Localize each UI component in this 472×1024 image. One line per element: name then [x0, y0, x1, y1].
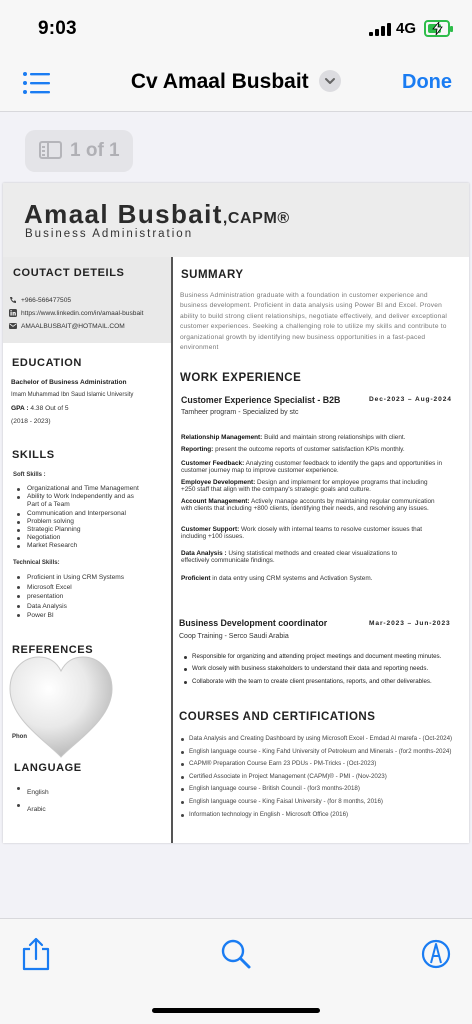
list-item: presentation	[15, 592, 165, 602]
summary-heading: SUMMARY	[181, 269, 244, 281]
list-item: Work closely with business stakeholders to understand their data and reporting needs.	[182, 663, 441, 675]
list-item: Arabic	[15, 801, 135, 818]
item-label: Data Analysis :	[181, 550, 227, 557]
education-gpa	[11, 404, 69, 413]
courses-list	[179, 733, 452, 821]
job1-item	[181, 498, 443, 513]
job1-item	[181, 460, 443, 475]
education-heading: EDUCATION	[12, 357, 82, 369]
resume-document[interactable]	[3, 183, 469, 843]
sidebar-icon	[39, 141, 62, 159]
credential-text: ,CAPM®	[222, 210, 290, 227]
resume-header	[3, 183, 469, 257]
chevron-down-icon[interactable]	[319, 70, 341, 92]
job1-item	[181, 550, 426, 565]
item-label: Relationship Management:	[181, 434, 263, 441]
contact-phone: +966-566477505	[21, 297, 72, 304]
item-label: Proficient	[181, 575, 211, 582]
done-button[interactable]: Done	[402, 71, 452, 93]
contact-section	[3, 257, 171, 343]
home-indicator[interactable]	[152, 1008, 320, 1013]
item-text: Build and maintain strong relationships with client.	[262, 434, 406, 441]
heart-sticker[interactable]	[6, 653, 116, 761]
job2-company: Coop Training - Serco Saudi Arabia	[179, 633, 289, 640]
column-divider	[171, 257, 173, 843]
list-item: English language course - King Fahd University of Petroleum and Minerals - (for2 months-2024)	[179, 746, 452, 759]
item-text: Design and implement for employee programs that including +250 staff that align with the company's strategic goals and culture.	[181, 479, 428, 494]
list-item: Organizational and Time Management	[15, 485, 165, 493]
job2-title: Business Development coordinator	[179, 618, 328, 628]
battery-icon	[424, 20, 450, 37]
summary-text: Business Administration graduate with a foundation in customer experience and business development. Proficient in data analysis using Power BI and Excel. Proven ability to build strong client relationships, negotiate effectively, and deliver exceptional customer experiences. Seeking a challenging role to utilize my skills and contribute to organizational growth by identifying new business opportunities in a fast-paced environment	[180, 292, 448, 352]
job1-title: Customer Experience Specialist - B2B	[181, 395, 341, 405]
list-item: Proficient in Using CRM Systems	[15, 573, 165, 583]
name-text: Amaal Busbait	[24, 199, 223, 229]
job1-item	[181, 575, 461, 582]
list-item: English	[15, 784, 135, 801]
navigation-bar	[0, 56, 472, 112]
item-text: in data entry using CRM systems and Activation System.	[210, 575, 373, 582]
language-list	[15, 784, 135, 818]
email-icon	[9, 322, 17, 330]
list-item: Data Analysis	[15, 602, 165, 612]
search-icon[interactable]	[220, 937, 252, 971]
item-label: Customer Support:	[181, 526, 240, 533]
page-counter[interactable]	[25, 130, 133, 172]
technical-skills-heading: Technical Skills:	[13, 560, 60, 566]
network-type: 4G	[396, 20, 417, 37]
work-heading: WORK EXPERIENCE	[180, 372, 302, 384]
markup-icon[interactable]	[420, 937, 452, 971]
item-text: Actively manage accounts by maintaining regular communication with clients that including +800 clients, identifying their needs, and resolving any issues.	[181, 498, 435, 513]
cellular-signal-icon	[369, 23, 391, 36]
list-item: Communication and Interpersonal	[15, 510, 165, 518]
list-item: Market Research	[15, 542, 165, 550]
list-item: Data Analysis and Creating Dashboard by using Microsoft Excel - Emdad Al marefa - (Oct-2024)	[179, 733, 452, 746]
item-text: Analyzing customer feedback to identify the gaps and opportunities in customer journey map to improve customer experience.	[181, 460, 443, 475]
job1-item	[181, 434, 461, 441]
item-text: Using statistical methods and created clear visualizations to effectively communicate findings.	[181, 550, 398, 565]
technical-skills-list	[15, 573, 165, 621]
references-phone-label: Phon	[12, 734, 27, 740]
education-university: Imam Muhammad Ibn Saud Islamic University	[11, 392, 134, 398]
list-item: Problem solving	[15, 518, 165, 526]
list-item: Ability to Work Independently and as Part of a Team	[15, 493, 143, 509]
references-heading: REFERENCES	[12, 644, 94, 656]
list-item: Responsible for organizing and attending project meetings and document meeting minutes.	[182, 651, 441, 663]
list-item: Power BI	[15, 611, 165, 621]
list-item: CAPM® Preparation Course Earn 23 PDUs - PM-Tricks - (Oct-2023)	[179, 758, 452, 771]
gpa-value: 4.38 Out of 5	[28, 405, 69, 412]
job1-item	[181, 479, 443, 494]
contact-email[interactable]: AMAALBUSBAIT@HOTMAIL.COM	[21, 323, 125, 330]
education-degree: Bachelor of Business Administration	[11, 379, 127, 386]
list-item: Certified Associate in Project Management (CAPM)® - PMI - (Nov-2023)	[179, 771, 452, 784]
list-item: Strategic Planning	[15, 526, 165, 534]
share-icon[interactable]	[20, 937, 52, 971]
document-title[interactable]: Cv Amaal Busbait	[130, 70, 309, 93]
list-item: Negotiation	[15, 534, 165, 542]
phone-icon	[9, 296, 17, 304]
job1-item	[181, 526, 443, 541]
page-counter-label: 1 of 1	[70, 140, 120, 161]
soft-skills-heading: Soft Skills :	[13, 472, 46, 478]
resume-subtitle: Business Administration	[25, 228, 194, 240]
job1-item	[181, 446, 461, 453]
courses-heading: COURSES AND CERTIFICATIONS	[179, 711, 376, 723]
skills-heading: SKILLS	[12, 449, 55, 461]
job1-company: Tamheer program - Specialized by stc	[181, 409, 299, 416]
list-item: Information technology in English - Microsoft Office (2016)	[179, 809, 452, 822]
item-label: Customer Feedback:	[181, 460, 245, 467]
gpa-label: GPA :	[11, 405, 29, 412]
language-heading: LANGUAGE	[14, 762, 82, 774]
item-text: Work closely with internal teams to resolve customer issues that including +100 issues.	[181, 526, 423, 541]
resume-name	[24, 199, 290, 230]
list-item: English language course - King Faisal University - (for 8 months, 2016)	[179, 796, 452, 809]
education-years: (2018 - 2023)	[11, 418, 51, 425]
soft-skills-list	[15, 485, 165, 551]
item-label: Account Management:	[181, 498, 250, 505]
status-bar	[0, 0, 472, 56]
item-label: Employee Development:	[181, 479, 256, 486]
list-item: Collaborate with the team to create client presentations, reports, and other deliverables.	[182, 676, 441, 688]
job2-responsibilities	[182, 651, 441, 688]
contact-heading: COUTACT DETEILS	[13, 267, 125, 279]
list-item: Microsoft Excel	[15, 583, 165, 593]
item-text: present the outcome reports of customer satisfaction KPIs monthly.	[213, 446, 405, 453]
status-time: 9:03	[38, 18, 77, 39]
job1-dates: Dec-2023 – Aug-2024	[369, 396, 452, 403]
job2-dates: Mar-2023 – Jun-2023	[369, 620, 451, 627]
contact-linkedin[interactable]: https://www.linkedin.com/in/amaal-busbait	[21, 310, 144, 317]
item-label: Reporting:	[181, 446, 214, 453]
list-item: English language course - British Council - (for3 months-2018)	[179, 783, 452, 796]
linkedin-icon	[9, 309, 17, 317]
